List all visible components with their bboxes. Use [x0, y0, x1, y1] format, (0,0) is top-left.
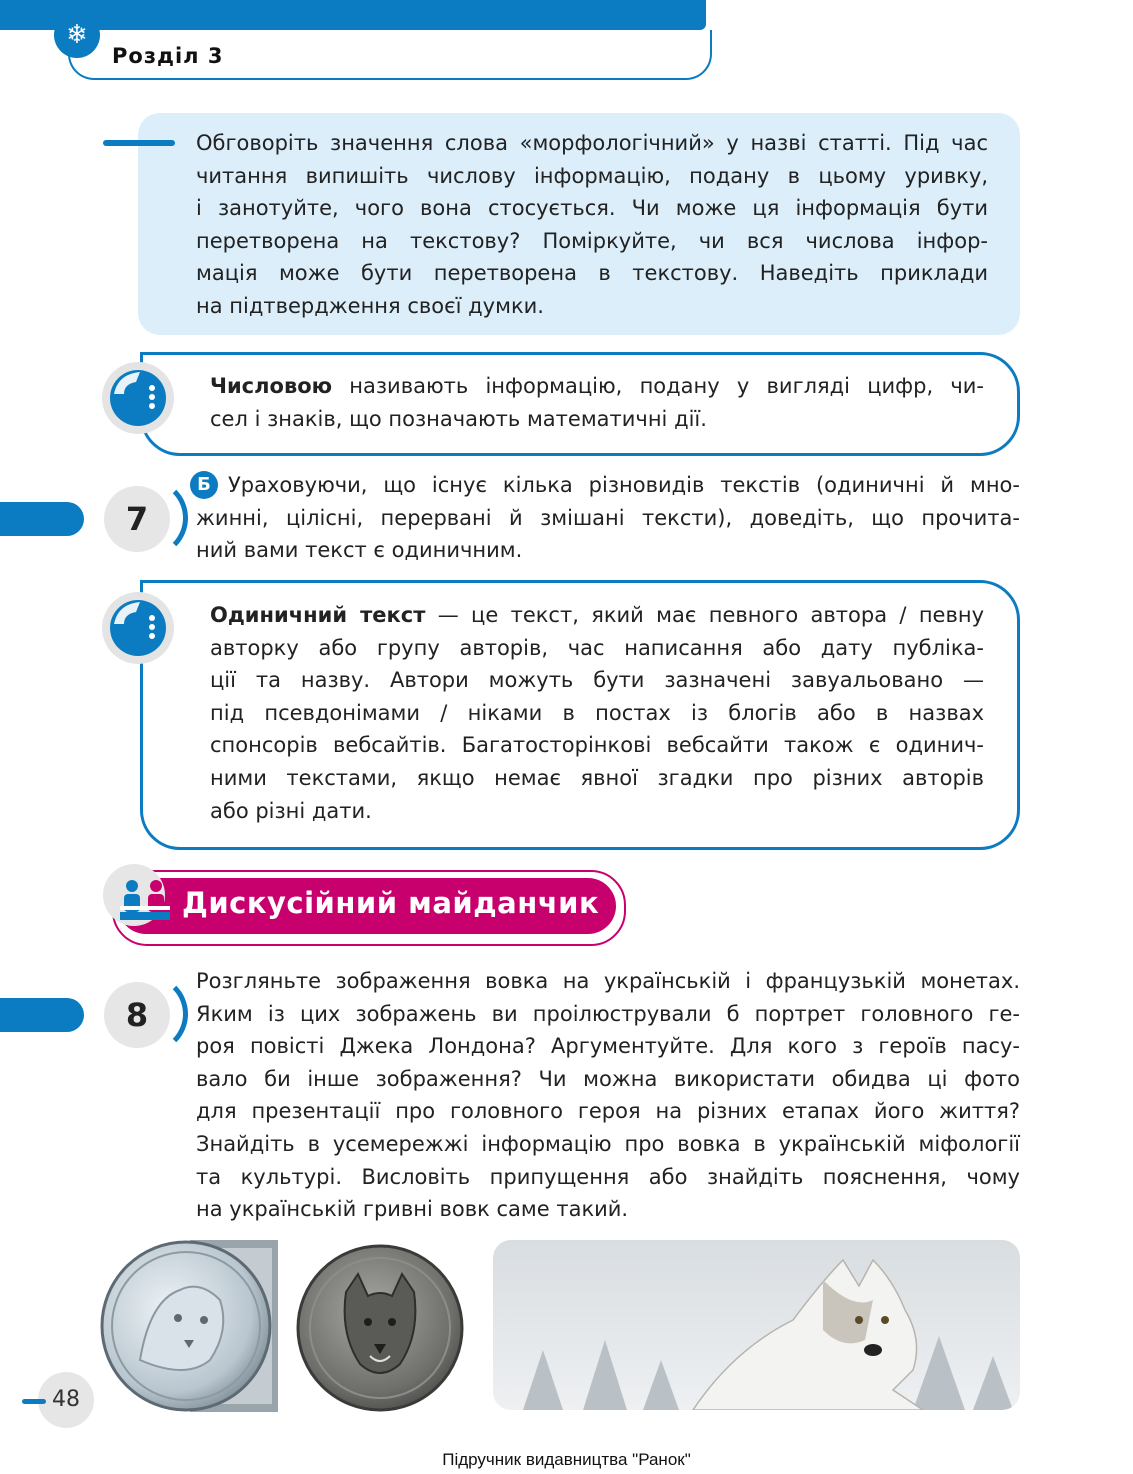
text-line: читання випишіть числову інформацію, подану в цьому уривку,: [196, 163, 988, 188]
text-line: Знайдіть в усемережжі інформацію про вовка в українській міфології: [196, 1131, 1020, 1156]
task-number: 8: [104, 982, 170, 1048]
page-number: 48: [38, 1372, 94, 1428]
ukrainian-wolf-coin: [100, 1240, 278, 1412]
text-line: на підтвердження своєї думки.: [196, 293, 544, 318]
discussion-people-icon: [118, 876, 172, 922]
text-line: ції та назву. Автори можуть бути зазначені завуальовано —: [210, 668, 984, 693]
text-line: Яким із цих зображень ви проілюстрували б портрет головного ге-: [196, 1001, 1020, 1026]
text-line: мація може бути перетворена в текстову. Наведіть приклади: [196, 261, 988, 286]
text-line: ний вами текст є одиничним.: [196, 538, 523, 563]
text-line: — це текст, який має певного автора / певну: [425, 603, 985, 627]
text-line: вало би інше зображення? Чи можна використати обидва ці фото: [196, 1066, 1020, 1091]
definition-term: Одиничний текст: [210, 603, 426, 627]
text-line: спонсорів вебсайтів. Багатосторінкові вебсайти також є одинич-: [210, 733, 984, 758]
publisher-footer: Підручник видавництва "Ранок": [442, 1450, 691, 1469]
text-line: на українській гривні вовк саме такий.: [196, 1197, 629, 1222]
white-wolf-photo: [493, 1240, 1020, 1410]
section-title: Розділ 3: [112, 44, 224, 68]
text-line: Обговоріть значення слова «морфологічний» у назві статті. Під час: [196, 131, 988, 155]
definition-2-text: [210, 599, 984, 827]
text-line: перетворена на текстову? Поміркуйте, чи вся числова інфор-: [196, 228, 988, 253]
text-line: роя повісті Джека Лондона? Аргументуйте. Для кого з героїв пасу-: [196, 1034, 1020, 1059]
text-line: сел і знаків, що позначають математичні дії.: [210, 406, 707, 431]
info-bubble-icon: [100, 590, 176, 666]
task-marker-dash: [103, 140, 175, 146]
text-line: жинні, цілісні, перервані й змішані тексти), доведіть, що прочита-: [196, 505, 1020, 530]
text-line: ними текстами, якщо немає явної згадки про різних авторів: [210, 765, 984, 790]
definition-term: Числовою: [210, 374, 333, 398]
text-line: називають інформацію, подану у вигляді цифр, чи-: [332, 374, 984, 398]
page-number-dash: [22, 1399, 46, 1404]
text-line: авторку або групу авторів, час написання або дату публіка-: [210, 635, 984, 660]
text-line: та культурі. Висловіть припущення або знайдіть пояснення, чому: [196, 1164, 1020, 1189]
text-line: і занотуйте, чого вона стосується. Чи може ця інформація бути: [196, 196, 988, 221]
discussion-title: Дискусійний майданчик: [182, 886, 600, 920]
text-line: Розгляньте зображення вовка на українській і французькій монетах.: [196, 969, 1020, 993]
snowflake-icon: ❄: [54, 12, 100, 58]
text-line: Ураховуючи, що існує кілька різновидів текстів (одиничні й мно-: [228, 473, 1020, 497]
text-line: або різні дати.: [210, 798, 372, 823]
text-line: під псевдонімами / ніками в постах із блогів або в назвах: [210, 700, 984, 725]
french-wolf-coin: [296, 1244, 464, 1412]
task-number: 7: [104, 486, 170, 552]
level-badge: Б: [190, 471, 218, 499]
info-bubble-icon: [100, 360, 176, 436]
task-8-text: [196, 965, 1020, 1226]
task-intro-text: [196, 127, 988, 323]
definition-1-text: [210, 370, 984, 435]
task-number-tab: [0, 502, 84, 536]
task-7-text: [196, 469, 1020, 567]
text-line: для презентації про головного героя на різних етапах його життя?: [196, 1099, 1020, 1124]
header-band: [0, 0, 706, 30]
task-number-tab: [0, 998, 84, 1032]
